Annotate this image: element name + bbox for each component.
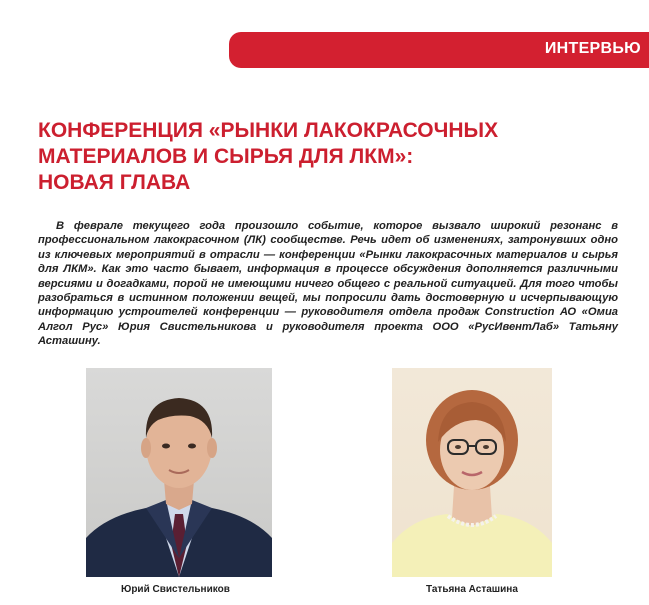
photo-caption: Юрий Свистельников — [121, 584, 230, 595]
portrait-photo-woman — [392, 368, 552, 577]
article-title-line: КОНФЕРЕНЦИЯ «РЫНКИ ЛАКОКРАСОЧНЫХ — [38, 119, 499, 142]
photo-caption: Татьяна Асташина — [426, 584, 518, 595]
portrait-photo-man — [86, 368, 272, 577]
article-title-line: МАТЕРИАЛОВ И СЫРЬЯ ДЛЯ ЛКМ»: — [38, 145, 414, 168]
section-label: ИНТЕРВЬЮ — [544, 40, 641, 57]
article-lead: В феврале текущего года произошло событие, которое вызвало широкий резонанс в профессиональном лакокрасочном (ЛК) сообществе. Речь идет об изменениях, затронувших одно из ключевых мероприятий в отрасли — конференции «Рынки лакокрасочных материалов и сырья для ЛКМ». Как это часто бывает, информация в процессе обсуждения дополняется различными версиями и догадками, порой не имеющими ничего общего с реальной ситуацией. Для того чтобы разобраться в истинном положении вещей, мы попросили дать достоверную и исчерпывающую информацию устроителей конференции — руководителя отдела продаж Construction АО «Омиа Алгол Рус» Юрия Свистельникова и руководителя проекта ООО «РусИвентЛаб» Татьяну Асташину. — [38, 220, 618, 348]
section-banner — [229, 32, 649, 68]
article-title-line: НОВАЯ ГЛАВА — [38, 171, 191, 194]
article-title — [38, 118, 618, 196]
